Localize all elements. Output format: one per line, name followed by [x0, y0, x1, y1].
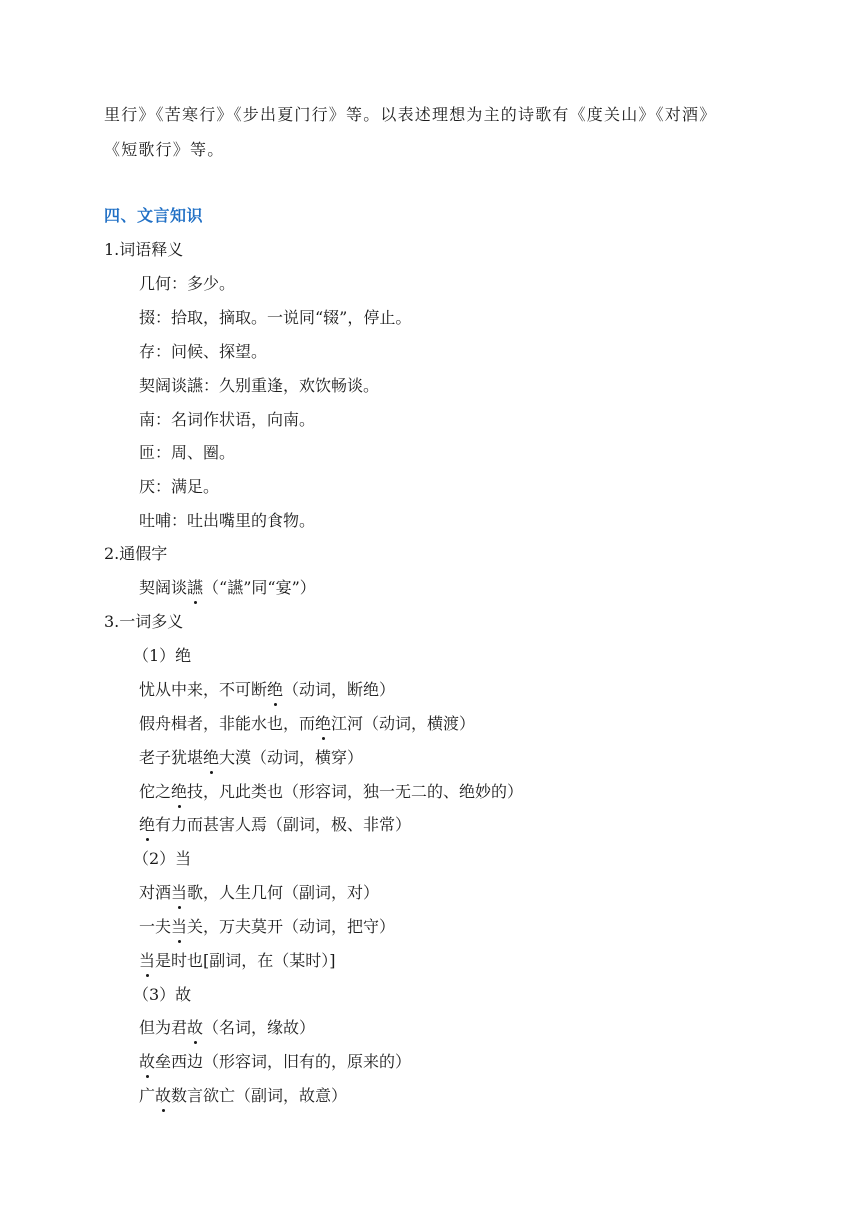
polysemy-group-title: （1）绝 [133, 646, 192, 665]
section-title: 四、文言知识 [104, 206, 204, 225]
vocab-item: 掇：拾取，摘取。一说同“辍”，停止。 [139, 308, 412, 327]
example-sentence: 忧从中来，不可断绝（动词，断绝） [139, 680, 396, 699]
example-sentence: 故垒西边（形容词，旧有的，原来的） [139, 1052, 412, 1071]
example-sentence: 广故数言欲亡（副词，故意） [139, 1086, 348, 1105]
intro-paragraph-line-1: 里行》《苦寒行》《步出夏门行》等。以表述理想为主的诗歌有《度关山》《对酒》 [104, 105, 717, 124]
example-sentence: 一夫当关，万夫莫开（动词，把守） [139, 917, 396, 936]
emphasis-dot-char: 当 [139, 951, 156, 970]
emphasis-dot-char: 绝 [203, 748, 220, 767]
example-sentence: 对酒当歌，人生几何（副词，对） [139, 883, 380, 902]
vocab-item: 几何：多少。 [139, 274, 236, 293]
emphasis-dot-char: 故 [155, 1086, 172, 1105]
vocab-item: 厌：满足。 [139, 477, 220, 496]
example-sentence: 但为君故（名词，缘故） [139, 1018, 316, 1037]
vocab-item: 吐哺：吐出嘴里的食物。 [139, 511, 316, 530]
polysemy-heading: 3.一词多义 [104, 612, 184, 631]
emphasis-dot-char: 绝 [139, 815, 156, 834]
tongjia-item: 契阔谈讌（“讌”同“宴”） [139, 578, 316, 597]
vocab-item: 契阔谈讌：久别重逢，欢饮畅谈。 [139, 376, 380, 395]
emphasis-dot-char: 绝 [315, 714, 332, 733]
polysemy-group-title: （3）故 [133, 985, 192, 1004]
emphasis-dot-char: 讌 [187, 578, 204, 597]
emphasis-dot-char: 故 [139, 1052, 156, 1071]
example-sentence: 佗之绝技，凡此类也（形容词，独一无二的、绝妙的） [139, 782, 524, 801]
vocab-item: 存：问候、探望。 [139, 342, 268, 361]
example-sentence: 老子犹堪绝大漠（动词，横穿） [139, 748, 364, 767]
intro-paragraph-line-2: 《短歌行》等。 [104, 140, 225, 159]
vocab-item: 南：名词作状语，向南。 [139, 410, 316, 429]
example-sentence: 假舟楫者，非能水也，而绝江河（动词，横渡） [139, 714, 476, 733]
emphasis-dot-char: 当 [171, 883, 188, 902]
vocab-heading: 1.词语释义 [104, 240, 184, 259]
example-sentence: 绝有力而甚害人焉（副词，极、非常） [139, 815, 412, 834]
emphasis-dot-char: 故 [187, 1018, 204, 1037]
emphasis-dot-char: 当 [171, 917, 188, 936]
emphasis-dot-char: 绝 [267, 680, 284, 699]
example-sentence: 当是时也[副词，在（某时）] [139, 951, 336, 970]
emphasis-dot-char: 绝 [171, 782, 188, 801]
tongjia-heading: 2.通假字 [104, 544, 168, 563]
polysemy-group-title: （2）当 [133, 849, 192, 868]
vocab-item: 匝：周、圈。 [139, 443, 236, 462]
